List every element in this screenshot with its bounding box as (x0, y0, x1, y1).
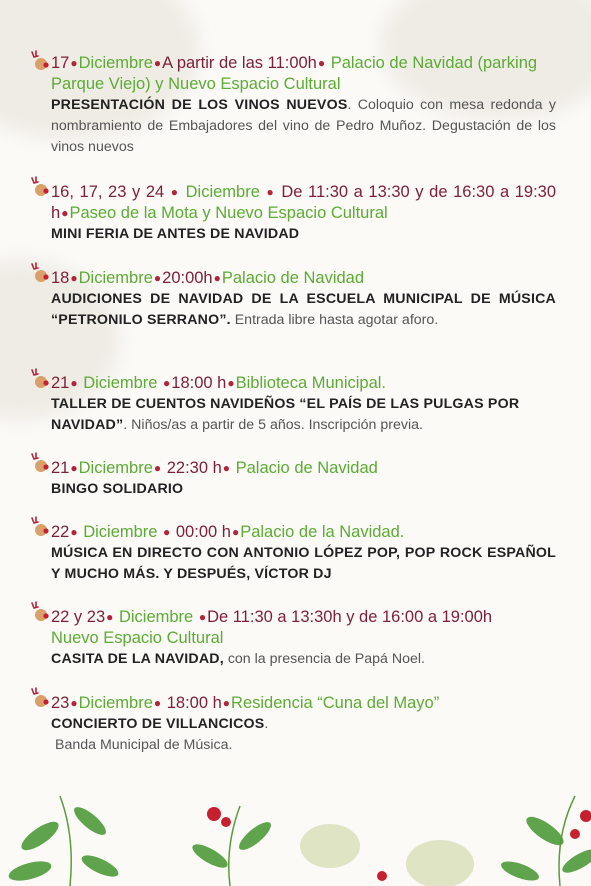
reindeer-icon (26, 262, 52, 286)
dot-icon: ● (163, 525, 171, 539)
event-heading (51, 182, 556, 224)
event-heading (51, 693, 556, 714)
event-place: Palacio de Navidad (parking Parque Viejo) y Nuevo Espacio Cultural (51, 54, 538, 93)
event-item (51, 607, 556, 670)
event-month: Diciembre (180, 183, 266, 201)
event-date: 18 (51, 269, 70, 287)
event-heading (51, 268, 556, 289)
dot-icon: ● (70, 56, 78, 70)
dot-icon: ● (222, 461, 231, 475)
event-month: Diciembre (78, 374, 163, 392)
event-heading (51, 607, 556, 649)
event-place: Palacio de la Navidad. (240, 523, 405, 541)
event-place: Palacio de Navidad (231, 459, 378, 477)
event-time: 00:00 h (171, 523, 231, 541)
event-item (51, 53, 556, 158)
event-description (51, 289, 556, 331)
dot-icon: ● (170, 185, 180, 199)
event-month: Diciembre (78, 694, 153, 712)
dot-icon: ● (70, 696, 78, 710)
dot-icon: ● (213, 271, 221, 285)
event-item (51, 522, 556, 585)
reindeer-icon (26, 687, 52, 711)
event-time: 20:00h (162, 269, 213, 287)
event-time: De 11:30 a 13:30h y de 16:00 a 19:00h (207, 608, 493, 626)
event-heading (51, 458, 556, 479)
event-heading (51, 373, 556, 394)
event-place: Biblioteca Municipal. (235, 374, 387, 392)
event-description (51, 95, 556, 158)
event-details: . Niños/as a partir de 5 años. Inscripción previa. (123, 417, 423, 433)
event-month: Diciembre (114, 608, 198, 626)
event-heading (51, 53, 556, 95)
dot-icon: ● (153, 461, 162, 475)
event-description (51, 479, 556, 500)
event-description (51, 649, 556, 670)
reindeer-icon (26, 452, 52, 476)
dot-icon: ● (317, 56, 326, 70)
reindeer-icon (26, 176, 52, 200)
event-place: Nuevo Espacio Cultural (51, 629, 224, 647)
event-place: Residencia “Cuna del Mayo” (231, 694, 440, 712)
dot-icon: ● (266, 185, 275, 199)
dot-icon: ● (70, 525, 78, 539)
reindeer-icon (26, 368, 52, 392)
reindeer-icon (26, 516, 52, 540)
event-title: TALLER DE CUENTOS NAVIDEÑOS “EL PAÍS DE LAS PULGAS POR NAVIDAD” (51, 396, 520, 433)
event-date: 17 (51, 54, 70, 72)
event-details: con la presencia de Papá Noel. (223, 651, 425, 667)
event-place: Palacio de Navidad (221, 269, 365, 287)
event-title: MÚSICA EN DIRECTO CON ANTONIO LÓPEZ POP, POP ROCK ESPAÑOL Y MUCHO MÁS. Y DESPUÉS, VÍCTOR DJ (51, 545, 556, 582)
event-description (51, 543, 556, 585)
event-heading (51, 522, 556, 543)
event-details: . Coloquio con mesa redonda y nombramiento de Embajadores del vino de Pedro Muñoz. Degustación de los vinos nuevos (51, 97, 556, 155)
dot-icon: ● (227, 376, 235, 390)
event-month: Diciembre (78, 523, 163, 541)
event-title: MINI FERIA DE ANTES DE NAVIDAD (51, 226, 300, 242)
event-time: 18:00 h (162, 694, 222, 712)
dot-icon: ● (70, 376, 78, 390)
event-time: 18:00 h (171, 374, 227, 392)
dot-icon: ● (153, 696, 162, 710)
event-description (51, 394, 556, 436)
event-month: Diciembre (78, 269, 153, 287)
event-date: 22 (51, 523, 70, 541)
event-date: 21 (51, 374, 70, 392)
event-date: 16, 17, 23 y 24 (51, 183, 170, 201)
event-place: Paseo de la Mota y Nuevo Espacio Cultural (69, 204, 388, 222)
holly-branch-icon (0, 776, 591, 886)
event-item (51, 458, 556, 500)
event-time: 22:30 h (162, 459, 222, 477)
dot-icon: ● (153, 271, 162, 285)
dot-icon: ● (70, 271, 78, 285)
dot-icon: ● (198, 610, 207, 624)
dot-icon: ● (222, 696, 231, 710)
event-details: . (264, 716, 269, 732)
event-description (51, 714, 556, 735)
event-date: 23 (51, 694, 70, 712)
event-month: Diciembre (78, 459, 153, 477)
reindeer-icon (26, 601, 52, 625)
dot-icon: ● (153, 56, 162, 70)
event-item (51, 373, 556, 436)
event-date: 21 (51, 459, 70, 477)
event-title: CASITA DE LA NAVIDAD, (51, 651, 224, 667)
event-title: AUDICIONES DE NAVIDAD DE LA ESCUELA MUNICIPAL DE MÚSICA “PETRONILO SERRANO”. (51, 291, 556, 328)
event-month: Diciembre (78, 54, 153, 72)
event-details: Entrada libre hasta agotar aforo. (230, 312, 439, 328)
event-item (51, 693, 556, 756)
dot-icon: ● (106, 610, 114, 624)
event-title: PRESENTACIÓN DE LOS VINOS NUEVOS (51, 97, 348, 113)
event-extra: Banda Municipal de Música. (55, 737, 233, 753)
event-title: BINGO SOLIDARIO (51, 481, 184, 497)
event-date: 22 y 23 (51, 608, 106, 626)
reindeer-icon (26, 50, 52, 74)
dot-icon: ● (231, 525, 240, 539)
event-item (51, 268, 556, 331)
event-item (51, 182, 556, 245)
event-title: CONCIERTO DE VILLANCICOS (51, 716, 265, 732)
event-description (51, 224, 556, 245)
event-time: A partir de las 11:00h (162, 54, 317, 72)
dot-icon: ● (163, 376, 171, 390)
dot-icon: ● (61, 206, 69, 220)
dot-icon: ● (70, 461, 78, 475)
event-time: De 11:30 a 13:30 y de 16:30 a 19:30 h (51, 183, 557, 222)
